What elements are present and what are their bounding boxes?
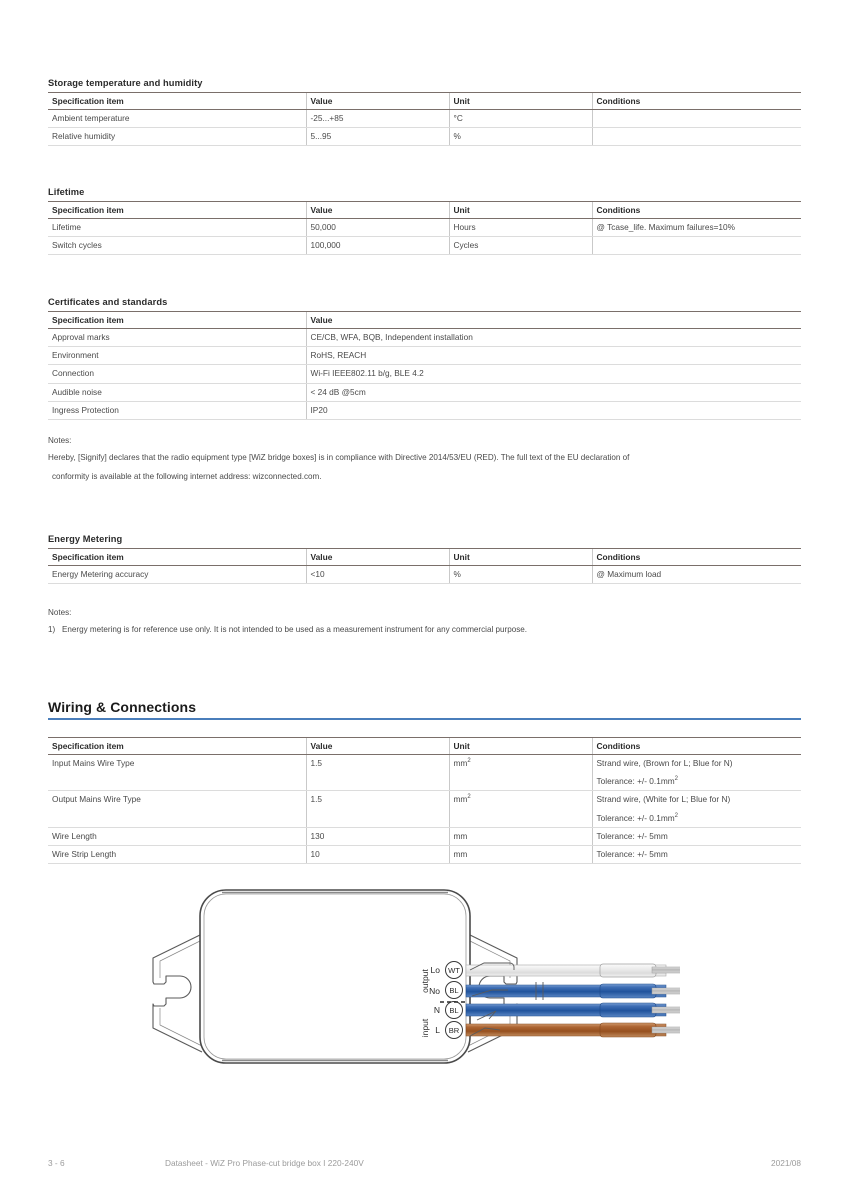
cell-item: Approval marks: [48, 329, 306, 347]
cell-item: Wire Length: [48, 827, 306, 845]
cond-sup: 2: [674, 812, 679, 819]
cell-item: Relative humidity: [48, 128, 306, 146]
unit-base: mm: [453, 794, 468, 805]
table-row: [48, 383, 801, 401]
diagram-label-output: output: [420, 969, 430, 993]
wire-code-wt: WT: [448, 966, 460, 975]
product-wiring-diagram: [140, 878, 680, 1083]
table-row: [48, 827, 801, 845]
notes-line: Hereby, [Signify] declares that the radio equipment type [WiZ bridge boxes] is in compliance with Directive 2014/53/EU (RED). The full text of the EU declaration of: [48, 453, 630, 462]
cell-unit: [449, 755, 592, 791]
col-header-unit: Unit: [449, 738, 592, 755]
cell-value: IP20: [306, 401, 801, 419]
cond-line-1: Strand wire, (White for L; Blue for N): [596, 794, 731, 805]
cell-conditions: Tolerance: +/- 5mm: [592, 845, 801, 863]
cond-line-2: [597, 776, 797, 787]
cell-value: < 24 dB @5cm: [306, 383, 801, 401]
cell-value: CE/CB, WFA, BQB, Independent installation: [306, 329, 801, 347]
cond-base: Tolerance: +/- 0.1mm: [596, 776, 675, 787]
storage-table: [48, 92, 801, 146]
wiring-section-heading: [48, 699, 801, 720]
cell-item: Input Mains Wire Type: [48, 755, 306, 791]
wiring-table: [48, 737, 801, 864]
wire-pin-label-n: N: [433, 1005, 440, 1015]
section-energy-metering: [48, 534, 801, 584]
col-header-value: Value: [306, 738, 449, 755]
cell-value: 100,000: [306, 237, 449, 255]
table-row: [48, 110, 801, 128]
table-row: [48, 365, 801, 383]
cell-conditions: [592, 237, 801, 255]
notes-line: [48, 624, 808, 636]
cell-conditions: @ Tcase_life. Maximum failures=10%: [592, 219, 801, 237]
cell-value: 5...95: [306, 128, 449, 146]
wire-code-bl-2: BL: [449, 1006, 459, 1015]
cell-conditions: Tolerance: +/- 5mm: [592, 827, 801, 845]
cell-conditions: [592, 791, 801, 827]
col-header-item: Specification item: [48, 93, 306, 110]
footer-date: 2021/08: [771, 1158, 801, 1168]
cell-unit: mm: [449, 845, 592, 863]
cell-value: 130: [306, 827, 449, 845]
cell-value: RoHS, REACH: [306, 347, 801, 365]
notes-text: Energy metering is for reference use only. It is not intended to be used as a measurement instrument for any commercial purpose.: [62, 625, 528, 634]
table-row: [48, 237, 801, 255]
table-row: [48, 566, 801, 584]
section-certificates-standards: [48, 297, 801, 420]
table-row: [48, 755, 801, 791]
col-header-item: Specification item: [48, 312, 306, 329]
cell-item: Connection: [48, 365, 306, 383]
table-header-row: [48, 312, 801, 329]
cell-unit: mm: [449, 827, 592, 845]
table-header-row: [48, 738, 801, 755]
cell-unit: %: [449, 128, 592, 146]
table-row: [48, 219, 801, 237]
cell-conditions: [592, 755, 801, 791]
col-header-unit: Unit: [449, 549, 592, 566]
certificates-title: Certificates and standards: [48, 297, 168, 307]
notes-index: 1): [48, 625, 56, 634]
col-header-item: Specification item: [48, 202, 306, 219]
col-header-unit: Unit: [449, 202, 592, 219]
diagram-label-input: input: [420, 1018, 430, 1038]
col-header-item: Specification item: [48, 738, 306, 755]
cell-unit: %: [449, 566, 592, 584]
wire-code-br: BR: [448, 1026, 460, 1035]
cell-item: Switch cycles: [48, 237, 306, 255]
notes-heading: Notes:: [48, 608, 72, 617]
table-header-row: [48, 549, 801, 566]
footer-document-title: Datasheet - WiZ Pro Phase-cut bridge box I 220-240V: [165, 1158, 364, 1168]
col-header-item: Specification item: [48, 549, 306, 566]
cell-unit: Cycles: [449, 237, 592, 255]
cell-conditions: @ Maximum load: [592, 566, 801, 584]
col-header-value: Value: [306, 202, 449, 219]
table-header-row: [48, 93, 801, 110]
unit-base: mm: [453, 758, 468, 768]
col-header-conditions: Conditions: [592, 93, 801, 110]
table-row: [48, 128, 801, 146]
wire-pin-label-no: No: [429, 986, 440, 996]
wire-pin-label-l: L: [435, 1025, 440, 1035]
cond-line-2: [597, 813, 797, 824]
col-header-value: Value: [306, 312, 801, 329]
table-row: [48, 845, 801, 863]
cond-sup: 2: [674, 776, 679, 783]
cell-item: Ingress Protection: [48, 401, 306, 419]
table-row: [48, 347, 801, 365]
cell-value: 10: [306, 845, 449, 863]
energy-title: Energy Metering: [48, 534, 123, 544]
lifetime-title: Lifetime: [48, 187, 85, 197]
section-lifetime: [48, 187, 801, 255]
cell-value: -25...+85: [306, 110, 449, 128]
cell-item: Wire Strip Length: [48, 845, 306, 863]
cell-item: Output Mains Wire Type: [48, 791, 306, 827]
cell-conditions: [592, 110, 801, 128]
cell-conditions: [592, 128, 801, 146]
cell-unit: °C: [449, 110, 592, 128]
unit-sup: 2: [467, 794, 471, 801]
cell-unit: Hours: [449, 219, 592, 237]
table-row: [48, 401, 801, 419]
cell-item: Lifetime: [48, 219, 306, 237]
notes-heading: Notes:: [48, 436, 72, 445]
table-row: [48, 329, 801, 347]
wire-code-bl-1: BL: [449, 986, 459, 995]
cell-value: Wi-Fi IEEE802.11 b/g, BLE 4.2: [306, 365, 801, 383]
col-header-conditions: Conditions: [592, 202, 801, 219]
section-storage-temperature-humidity: [48, 78, 801, 146]
cond-line-1: Strand wire, (Brown for L; Blue for N): [596, 758, 733, 768]
cell-item: Environment: [48, 347, 306, 365]
cell-value: <10: [306, 566, 449, 584]
lifetime-table: [48, 201, 801, 255]
table-row: [48, 791, 801, 827]
notes-line: conformity is available at the following internet address: wizconnected.com.: [52, 472, 322, 482]
wire-pin-label-lo: Lo: [430, 965, 440, 975]
cell-item: Ambient temperature: [48, 110, 306, 128]
cell-item: Energy Metering accuracy: [48, 566, 306, 584]
cell-item: Audible noise: [48, 383, 306, 401]
energy-notes: [48, 608, 808, 643]
certificates-table: [48, 311, 801, 420]
col-header-conditions: Conditions: [592, 738, 801, 755]
unit-sup: 2: [467, 758, 471, 765]
col-header-conditions: Conditions: [592, 549, 801, 566]
section-wiring-table: [48, 737, 801, 864]
certificates-notes: [48, 436, 808, 490]
col-header-unit: Unit: [449, 93, 592, 110]
col-header-value: Value: [306, 549, 449, 566]
col-header-value: Value: [306, 93, 449, 110]
cond-base: Tolerance: +/- 0.1mm: [596, 812, 675, 823]
table-header-row: [48, 202, 801, 219]
cell-value: 50,000: [306, 219, 449, 237]
page-title: Wiring & Connections: [48, 699, 197, 715]
heading-underline: [48, 718, 801, 720]
cell-value: 1.5: [306, 791, 449, 827]
cell-unit: [449, 791, 592, 827]
storage-title: Storage temperature and humidity: [48, 78, 203, 88]
energy-table: [48, 548, 801, 584]
footer-page-number: 3 - 6: [48, 1158, 65, 1168]
cell-value: 1.5: [306, 755, 449, 791]
